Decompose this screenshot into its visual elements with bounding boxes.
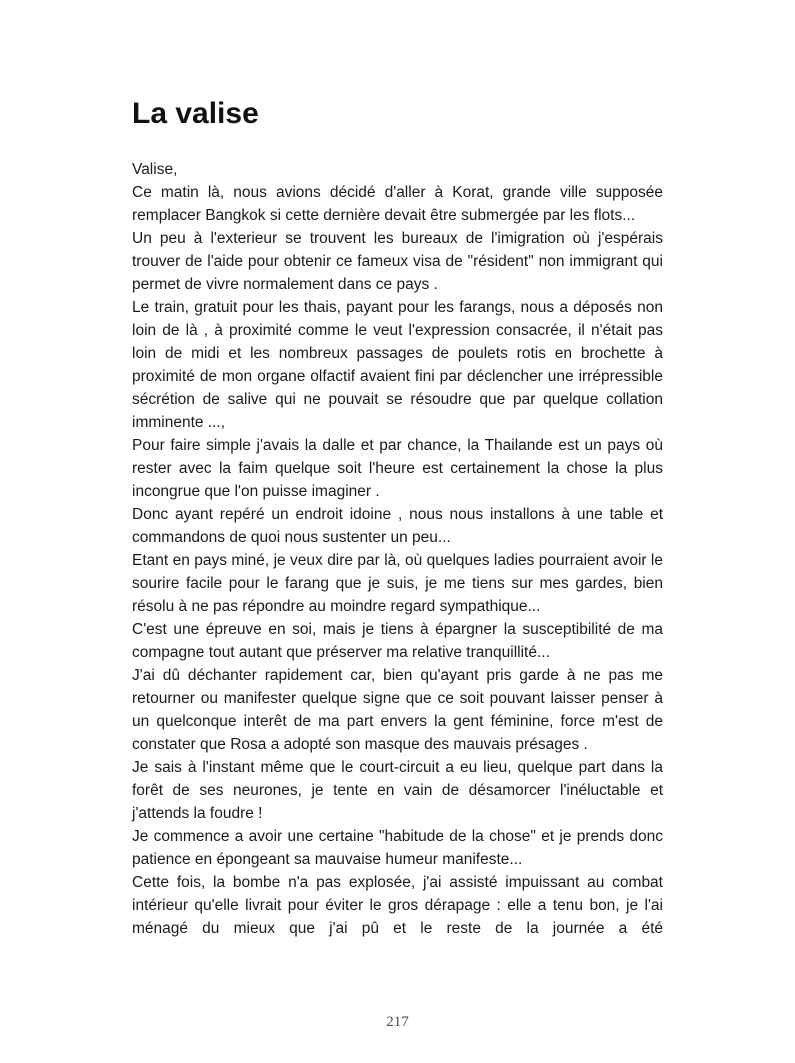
paragraph: C'est une épreuve en soi, mais je tiens à épargner la susceptibilité de ma compagne tout autant que préserver ma relative tranquillité... (132, 621, 663, 661)
paragraph: Etant en pays miné, je veux dire par là, où quelques ladies pourraient avoir le sourire facile pour le farang que je suis, je me tiens sur mes gardes, bien résolu à ne pas répondre au moindre regard sympathique... (132, 552, 663, 615)
paragraph: Je commence a avoir une certaine "habitude de la chose" et je prends donc patience en épongeant sa mauvaise humeur manifeste... (132, 828, 663, 868)
document-content (132, 0, 663, 940)
paragraph: Donc ayant repéré un endroit idoine , nous nous installons à une table et commandons de quoi nous sustenter un peu... (132, 506, 663, 546)
paragraph: Un peu à l'exterieur se trouvent les bureaux de l'imigration où j'espérais trouver de l'aide pour obtenir ce fameux visa de "résident" non immigrant qui permet de vivre normalement dans ce pays . (132, 230, 663, 293)
paragraph: Pour faire simple j'avais la dalle et par chance, la Thailande est un pays où rester avec la faim quelque soit l'heure est certainement la chose la plus incongrue que l'on puisse imaginer . (132, 437, 663, 500)
page-number: 217 (386, 1014, 409, 1030)
paragraph: Cette fois, la bombe n'a pas explosée, j'ai assisté impuissant au combat intérieur qu'elle livrait pour éviter le gros dérapage : elle a tenu bon, je l'ai ménagé du mieux que j'ai pû et le reste de la journée a été (132, 874, 663, 937)
paragraph: J'ai dû déchanter rapidement car, bien qu'ayant pris garde à ne pas me retourner ou manifester quelque signe que ce soit pouvant laisser penser à un quelconque interêt de ma part envers la gent féminine, force m'est de constater que Rosa a adopté son masque des mauvais présages . (132, 667, 663, 753)
document-body (132, 158, 663, 940)
paragraph: Le train, gratuit pour les thais, payant pour les farangs, nous a déposés non loin de là , à proximité comme le veut l'expression consacrée, il n'était pas loin de midi et les nombreux passages de poulets rotis en brochette à proximité de mon organe olfactif avaient fini par déclencher une irrépressible sécrétion de salive qui ne pouvait se résoudre que par quelque collation imminente ..., (132, 299, 663, 431)
page-title: La valise (132, 97, 259, 130)
paragraph: Ce matin là, nous avions décidé d'aller à Korat, grande ville supposée remplacer Bangkok si cette dernière devait être submergée par les flots... (132, 184, 663, 224)
paragraph: Valise, (132, 161, 178, 178)
paragraph: Je sais à l'instant même que le court-circuit a eu lieu, quelque part dans la forêt de ses neurones, je tente en vain de désamorcer l'inéluctable et j'attends la foudre ! (132, 759, 663, 822)
